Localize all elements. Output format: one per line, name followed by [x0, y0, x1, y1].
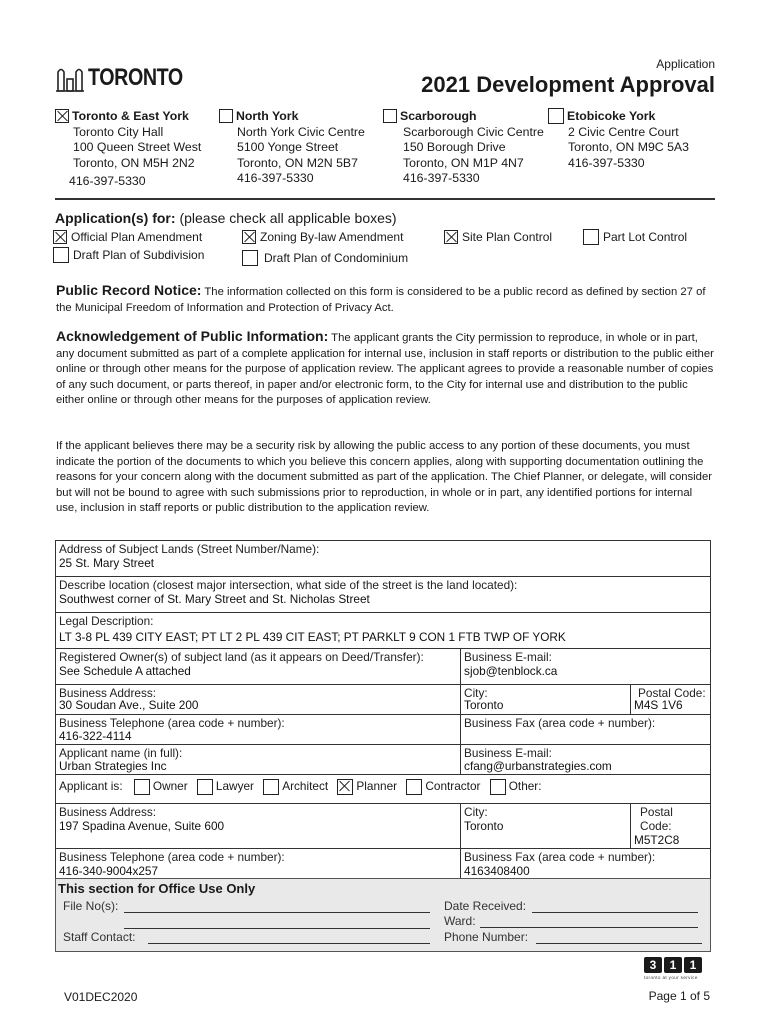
office-line: Toronto, ON M9C 5A3	[568, 140, 689, 154]
applicant-telephone-label: Business Telephone (area code + number):	[59, 850, 285, 864]
phone-number-line[interactable]	[536, 943, 702, 944]
address-value[interactable]: 25 St. Mary Street	[59, 556, 155, 570]
applicant-fax-value[interactable]: 4163408400	[464, 864, 530, 878]
option-site-plan[interactable]	[444, 230, 552, 244]
checkbox[interactable]	[444, 230, 458, 244]
application-form	[55, 540, 711, 880]
applicant-other-checkbox[interactable]	[490, 779, 506, 795]
applicant-email-value[interactable]: cfang@urbanstrategies.com	[464, 759, 612, 773]
option-label: Draft Plan of Condominium	[264, 251, 409, 265]
applicant-telephone-cell[interactable]	[56, 849, 461, 880]
option-label: Official Plan Amendment	[71, 230, 203, 244]
applications-title: Application(s) for:	[55, 210, 176, 226]
owner-cell[interactable]	[56, 649, 461, 685]
applicant-fax-label: Business Fax (area code + number):	[464, 850, 656, 864]
office-north-york	[219, 109, 365, 187]
office-checkbox[interactable]	[548, 108, 564, 124]
file-number-line[interactable]	[124, 912, 430, 913]
legal-value[interactable]: LT 3-8 PL 439 CITY EAST; PT LT 2 PL 439 CIT EAST; PT PARKLT 9 CON 1 FTB TWP OF YORK	[59, 630, 566, 644]
applicant-owner-checkbox[interactable]	[134, 779, 150, 795]
address-cell[interactable]	[56, 541, 711, 577]
address-label: Address of Subject Lands (Street Number/Name):	[59, 542, 320, 556]
staff-contact-line[interactable]	[148, 943, 430, 944]
office-line: 416-397-5330	[237, 171, 314, 185]
owner-email-value[interactable]: sjob@tenblock.ca	[464, 664, 558, 678]
office-use-title: This section for Office Use Only	[58, 881, 256, 896]
divider	[55, 198, 715, 200]
applicant-address-label: Business Address:	[59, 805, 157, 819]
office-line: Toronto, ON M2N 5B7	[237, 155, 358, 170]
owner-city-label: City:	[464, 686, 488, 700]
owner-address-value[interactable]: 30 Soudan Ave., Suite 200	[59, 698, 199, 712]
office-name: Etobicoke York	[567, 109, 656, 123]
applicant-city-label: City:	[464, 805, 488, 819]
office-toronto-east-york	[55, 109, 201, 190]
office-line: Scarborough Civic Centre	[403, 124, 544, 139]
office-line: 150 Borough Drive	[403, 140, 506, 154]
owner-value[interactable]: See Schedule A attached	[59, 664, 191, 678]
applicant-address-value[interactable]: 197 Spadina Avenue, Suite 600	[59, 819, 225, 833]
option-label: Draft Plan of Subdivision	[73, 248, 205, 262]
owner-telephone-cell[interactable]	[56, 715, 461, 745]
owner-address-cell[interactable]	[56, 685, 461, 715]
applicant-other-label: Other:	[508, 779, 542, 794]
office-line: 416-397-5330	[403, 171, 480, 185]
city-hall-icon	[56, 66, 84, 92]
owner-email-label: Business E-mail:	[464, 650, 552, 664]
office-name: Toronto & East York	[72, 109, 189, 123]
version-code: V01DEC2020	[64, 990, 138, 1004]
option-zoning-bylaw[interactable]	[242, 230, 403, 244]
applicant-lawyer-checkbox[interactable]	[197, 779, 213, 795]
legal-label: Legal Description:	[59, 614, 154, 628]
applicant-name-value[interactable]: Urban Strategies Inc	[59, 759, 167, 773]
office-etobicoke-york	[548, 109, 689, 171]
applicant-postal-value[interactable]: M5T2C8	[634, 833, 680, 847]
location-label: Describe location (closest major intersection, what side of the street is the land located):	[59, 578, 518, 592]
applicant-city-value[interactable]: Toronto	[464, 819, 504, 833]
option-label: Part Lot Control	[603, 230, 688, 244]
checkbox[interactable]	[53, 247, 69, 263]
option-official-plan[interactable]	[53, 230, 202, 244]
office-line: 2 Civic Centre Court	[568, 124, 679, 139]
badge-tagline: toronto at your service	[644, 975, 698, 980]
file-number-label: File No(s):	[63, 899, 119, 913]
applicant-planner-checkbox[interactable]	[337, 779, 353, 795]
applicant-architect-label: Architect	[282, 779, 329, 794]
page-number: Page 1 of 5	[648, 989, 710, 1003]
office-line: 416-397-5330	[568, 155, 645, 170]
acknowledgement-notice	[56, 329, 716, 409]
applicant-is-label: Applicant is:	[59, 779, 123, 794]
owner-postal-value[interactable]: M4S 1V6	[634, 698, 683, 712]
option-draft-condominium[interactable]	[242, 251, 408, 266]
public-record-heading: Public Record Notice:	[56, 282, 202, 298]
office-line: 416-397-5330	[69, 174, 146, 188]
badge-digit: 1	[684, 957, 702, 973]
applications-subtitle: (please check all applicable boxes)	[179, 210, 397, 226]
owner-postal-label: Postal Code:	[638, 686, 706, 700]
office-name: Scarborough	[400, 109, 477, 123]
checkbox[interactable]	[242, 250, 258, 266]
checkbox[interactable]	[242, 230, 256, 244]
checkbox[interactable]	[583, 229, 599, 245]
service-311-logo	[644, 957, 702, 980]
applications-heading	[55, 210, 397, 226]
ward-label: Ward:	[444, 914, 476, 928]
applicant-postal-cell[interactable]	[631, 804, 711, 849]
city-logo	[56, 64, 204, 92]
owner-address-label: Business Address:	[59, 686, 157, 700]
applicant-planner-label: Planner	[356, 779, 398, 794]
applicant-telephone-value[interactable]: 416-340-9004x257	[59, 864, 159, 878]
applicant-fax-cell[interactable]	[461, 849, 711, 880]
office-line: 5100 Yonge Street	[237, 140, 339, 154]
option-label: Site Plan Control	[462, 230, 553, 244]
application-label: Application	[656, 57, 715, 71]
applicant-name-label: Applicant name (in full):	[59, 746, 183, 760]
office-scarborough	[383, 109, 544, 187]
staff-contact-label: Staff Contact:	[63, 930, 136, 944]
applicant-lawyer-label: Lawyer	[215, 779, 254, 794]
owner-city-cell[interactable]	[461, 685, 631, 715]
file-number-line-2[interactable]	[124, 928, 430, 929]
logo-wordmark: TORONTO	[88, 64, 184, 91]
applicant-email-cell[interactable]	[461, 745, 711, 775]
badge-digit: 1	[664, 957, 682, 973]
office-name: North York	[236, 109, 299, 123]
owner-city-value[interactable]: Toronto	[464, 698, 504, 712]
owner-fax-label: Business Fax (area code + number):	[464, 716, 656, 730]
option-label: Zoning By-law Amendment	[260, 230, 404, 244]
office-line: Toronto, ON M5H 2N2	[73, 155, 195, 170]
public-record-text: The information collected on this form is considered to be a public record as defined by section 27 of the Municipal Freedom of Information and Protection of Privacy Act.	[56, 286, 706, 314]
page-title: 2021 Development Approval	[421, 72, 715, 97]
owner-label: Registered Owner(s) of subject land (as it appears on Deed/Transfer):	[59, 650, 424, 664]
date-received-line[interactable]	[532, 912, 698, 913]
applicant-name-cell[interactable]	[56, 745, 461, 775]
acknowledgement-heading: Acknowledgement of Public Information:	[56, 328, 329, 344]
applicant-architect-checkbox[interactable]	[263, 779, 279, 795]
applicant-address-cell[interactable]	[56, 804, 461, 849]
owner-telephone-value[interactable]: 416-322-4114	[59, 729, 132, 743]
acknowledgement-text: The applicant grants the City permission to reproduce, in whole or in part, any document submitted as part of a complete application for internal use, inclusion in staff reports or distribution to the public either online or through other means for the purpose of application review. The applicant agrees to provide a reasonable number of copies of any such document, or parts thereof, in paper and/or electronic form, to the City for internal use and distribution to the public either online or through other means for the purposes of application review.	[56, 332, 714, 407]
office-checkbox[interactable]	[219, 109, 233, 123]
office-checkbox[interactable]	[55, 109, 69, 123]
applicant-owner-label: Owner	[152, 779, 188, 794]
location-cell[interactable]	[56, 577, 711, 613]
applicant-type-cell	[56, 775, 711, 804]
owner-postal-cell[interactable]	[631, 685, 711, 715]
owner-email-cell[interactable]	[461, 649, 711, 685]
phone-number-label: Phone Number:	[444, 930, 529, 944]
location-value[interactable]: Southwest corner of St. Mary Street and St. Nicholas Street	[59, 592, 370, 606]
owner-telephone-label: Business Telephone (area code + number):	[59, 716, 285, 730]
option-part-lot[interactable]	[583, 230, 687, 245]
badge-digit: 3	[644, 957, 662, 973]
applicant-contractor-checkbox[interactable]	[406, 779, 422, 795]
office-line: Toronto, ON M1P 4N7	[403, 155, 524, 170]
owner-fax-cell[interactable]	[461, 715, 711, 745]
security-notice: If the applicant believes there may be a security risk by allowing the public access to any portion of these documents, you must indicate the portion of the documents to which you believe this concern applies, along with supporting documentation outlining the reasons for your concern along with the document submitted as part of the application. The Chief Planner, or delegate, will consider but will not be bound to agree with such submissions prior to reproduction, in whole or in part, any identified portions for internal use, inclusion in staff reports or public distribution to the application review.	[56, 440, 713, 515]
date-received-label: Date Received:	[444, 899, 527, 913]
office-checkbox[interactable]	[383, 109, 397, 123]
office-line: Toronto City Hall	[73, 124, 164, 139]
office-line: 100 Queen Street West	[73, 140, 202, 154]
option-draft-subdivision[interactable]	[53, 248, 204, 263]
checkbox[interactable]	[53, 230, 67, 244]
ward-line[interactable]	[480, 927, 698, 928]
applicant-contractor-label: Contractor	[425, 779, 481, 794]
applicant-email-label: Business E-mail:	[464, 746, 552, 760]
applicant-city-cell[interactable]	[461, 804, 631, 849]
legal-cell[interactable]	[56, 613, 711, 649]
public-record-notice	[56, 283, 716, 316]
applicant-postal-label: Postal Code:	[640, 805, 673, 833]
office-line: North York Civic Centre	[237, 124, 365, 139]
